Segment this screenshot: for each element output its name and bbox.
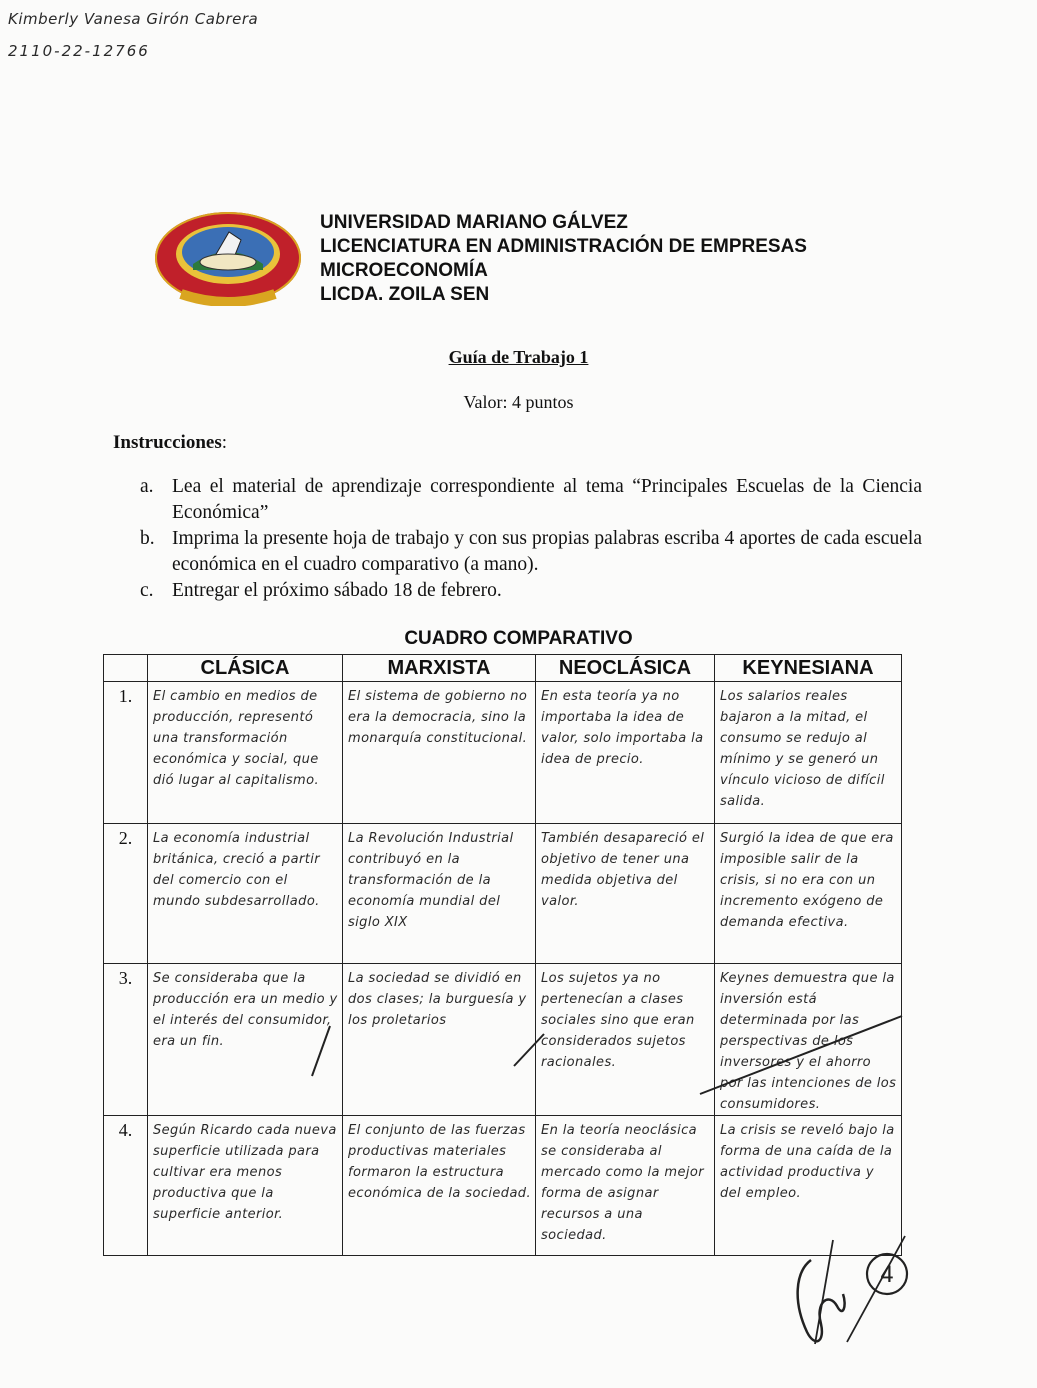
table-cell: La Revolución Industrial contribuyó en la transformación de la economía mundial del siglo XIX bbox=[343, 824, 536, 964]
table-cell: Keynes demuestra que la inversión está determinada por las perspectivas de los inversores y el ahorro por las intenciones de los consumidores. bbox=[715, 964, 902, 1116]
university-seal-logo bbox=[153, 210, 303, 311]
instruction-text: Imprima la presente hoja de trabajo y con sus propias palabras escriba 4 aportes de cada escuela económica en el cuadro comparativo (a mano). bbox=[172, 528, 922, 575]
table-title: CUADRO COMPARATIVO bbox=[404, 628, 633, 649]
table-cell: Los salarios reales bajaron a la mitad, el consumo se redujo al mínimo y se generó un vínculo vicioso de difícil salida. bbox=[715, 682, 902, 824]
table-cell: La economía industrial británica, creció a partir del comercio con el mundo subdesarrollado. bbox=[148, 824, 343, 964]
table-cell: La sociedad se dividió en dos clases; la burguesía y los proletarios bbox=[343, 964, 536, 1116]
grade-score: 4 bbox=[880, 1263, 894, 1288]
header-num-cell bbox=[104, 655, 148, 682]
table-cell: Se consideraba que la producción era un medio y el interés del consumidor, era un fin. bbox=[148, 964, 343, 1116]
table-cell: Los sujetos ya no pertenecían a clases sociales sino que eran considerados sujetos racionales. bbox=[536, 964, 715, 1116]
table-cell: El conjunto de las fuerzas productivas materiales formaron la estructura económica de la sociedad. bbox=[343, 1116, 536, 1256]
check-mark-icon bbox=[508, 1030, 548, 1070]
table-row bbox=[104, 682, 902, 824]
instruction-letter: a. bbox=[140, 476, 154, 497]
table-cell: El sistema de gobierno no era la democracia, sino la monarquía constitucional. bbox=[343, 682, 536, 824]
table-cell: En esta teoría ya no importaba la idea de valor, solo importaba la idea de precio. bbox=[536, 682, 715, 824]
grader-signature bbox=[785, 1232, 925, 1357]
instruction-letter: b. bbox=[140, 528, 155, 549]
column-header: KEYNESIANA bbox=[715, 655, 902, 682]
student-name: Kimberly Vanesa Girón Cabrera bbox=[8, 10, 259, 28]
instruction-item bbox=[140, 474, 922, 526]
instruction-letter: c. bbox=[140, 580, 154, 601]
table-row bbox=[104, 1116, 902, 1256]
column-header: MARXISTA bbox=[343, 655, 536, 682]
row-number: 1. bbox=[104, 682, 148, 824]
table-header-row bbox=[104, 655, 902, 682]
table-cell: Según Ricardo cada nueva superficie utilizada para cultivar era menos productiva que la superficie anterior. bbox=[148, 1116, 343, 1256]
column-header: NEOCLÁSICA bbox=[536, 655, 715, 682]
row-number: 3. bbox=[104, 964, 148, 1116]
header-university: UNIVERSIDAD MARIANO GÁLVEZ bbox=[320, 212, 628, 233]
student-id: 2110-22-12766 bbox=[8, 42, 150, 60]
guide-value: Valor: 4 puntos bbox=[463, 392, 574, 412]
comparison-table bbox=[103, 654, 902, 1256]
table-cell: También desapareció el objetivo de tener una medida objetiva del valor. bbox=[536, 824, 715, 964]
header-course: MICROECONOMÍA bbox=[320, 260, 488, 281]
instructions-heading: Instrucciones: bbox=[113, 432, 228, 453]
table-cell: La crisis se reveló bajo la forma de una caída de la actividad productiva y del empleo. bbox=[715, 1116, 902, 1256]
check-mark-icon bbox=[690, 1010, 910, 1100]
instruction-item bbox=[140, 526, 922, 578]
row-number: 2. bbox=[104, 824, 148, 964]
column-header: CLÁSICA bbox=[148, 655, 343, 682]
instruction-item bbox=[140, 578, 922, 604]
signature-stroke bbox=[798, 1260, 845, 1341]
table-cell: En la teoría neoclásica se consideraba al mercado como la mejor forma de asignar recursos a una sociedad. bbox=[536, 1116, 715, 1256]
guide-title: Guía de Trabajo 1 bbox=[448, 347, 589, 367]
instructions-list bbox=[140, 474, 922, 604]
header-degree: LICENCIATURA EN ADMINISTRACIÓN DE EMPRESAS bbox=[320, 236, 807, 257]
instruction-text: Lea el material de aprendizaje correspondiente al tema “Principales Escuelas de la Ciencia Económica” bbox=[172, 476, 922, 523]
table-row bbox=[104, 824, 902, 964]
table-cell: Surgió la idea de que era imposible salir de la crisis, si no era con un incremento exógeno de demanda efectiva. bbox=[715, 824, 902, 964]
instruction-text: Entregar el próximo sábado 18 de febrero. bbox=[172, 580, 502, 601]
table-cell: El cambio en medios de producción, representó una transformación económica y social, que dió lugar al capitalismo. bbox=[148, 682, 343, 824]
header-teacher: LICDA. ZOILA SEN bbox=[320, 284, 490, 305]
check-mark-icon bbox=[300, 1020, 340, 1080]
document-header bbox=[320, 211, 807, 307]
row-number: 4. bbox=[104, 1116, 148, 1256]
